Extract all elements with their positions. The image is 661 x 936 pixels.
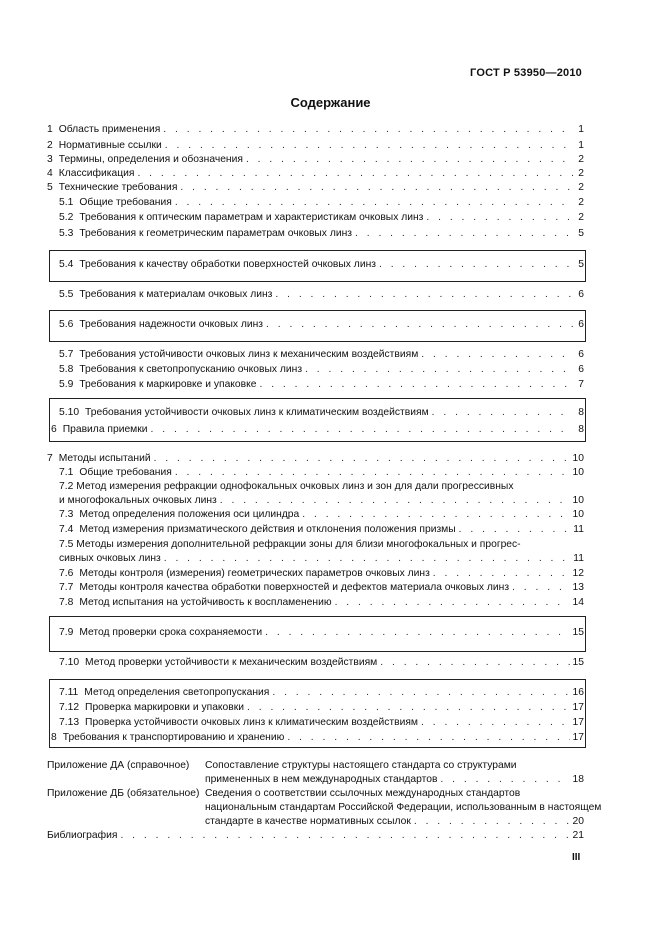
toc-entry[interactable] (59, 348, 584, 362)
toc-num: 7.5 (59, 539, 74, 550)
toc-num: 7.4 (59, 524, 74, 535)
toc-entry[interactable] (59, 508, 584, 522)
toc-page: 2 (578, 168, 584, 179)
toc-num: 7.9 (59, 627, 74, 638)
toc-page: 6 (578, 319, 584, 330)
toc-text: Требования к светопропусканию очковых линз (79, 364, 303, 375)
toc-text: Требования к материалам очковых линз (79, 289, 273, 300)
toc-num: 5.4 (59, 259, 74, 270)
toc-page: 7 (578, 379, 584, 390)
toc-page: 20 (572, 816, 584, 827)
toc-entry[interactable] (59, 686, 584, 700)
toc-entry-line (59, 480, 513, 494)
toc-num: 5.1 (59, 197, 74, 208)
toc-text: стандарте в качестве нормативных ссылок (205, 816, 411, 827)
toc-num: 2 (47, 140, 53, 151)
toc-text: Проверка маркировки и упаковки (85, 702, 244, 713)
toc-page: 2 (578, 182, 584, 193)
toc-entry[interactable] (59, 701, 584, 715)
toc-page: 8 (578, 424, 584, 435)
toc-num: 7.13 (59, 717, 80, 728)
appendix-title-line: национальным стандартам Российской Федерации, использованным в настоящем (205, 802, 602, 813)
toc-num: 7.11 (59, 687, 79, 698)
toc-text: Метод испытания на устойчивость к воспламенению (79, 597, 332, 608)
toc-entry[interactable] (47, 139, 584, 153)
toc-text: Метод проверки устойчивости к механическим воздействиям (85, 657, 378, 668)
toc-text: и многофокальных очковых линз (59, 495, 217, 506)
toc-num: 5.9 (59, 379, 74, 390)
toc-entry[interactable] (205, 773, 584, 787)
toc-page: 15 (572, 657, 584, 668)
toc-num: 5.10 (59, 407, 80, 418)
toc-num: 7.7 (59, 582, 74, 593)
toc-entry[interactable] (47, 123, 584, 137)
toc-entry[interactable] (59, 227, 584, 241)
toc-page: 21 (572, 830, 584, 841)
toc-entry[interactable] (59, 318, 584, 332)
toc-text: Область применения (58, 124, 161, 135)
toc-page: 5 (578, 259, 584, 270)
toc-entry[interactable] (59, 288, 584, 302)
toc-entry[interactable] (59, 196, 584, 210)
toc-num: 7.12 (59, 702, 80, 713)
toc-text: Метод измерения призматического действия и отклонения положения призмы (79, 524, 456, 535)
toc-page: 17 (572, 717, 584, 728)
standard-number: ГОСТ Р 53950—2010 (470, 67, 582, 79)
toc-text: сивных очковых линз (59, 553, 161, 564)
toc-entry[interactable] (59, 406, 584, 420)
toc-entry[interactable] (59, 656, 584, 670)
toc-entry[interactable] (59, 581, 584, 595)
toc-page: 6 (578, 349, 584, 360)
toc-entry[interactable] (205, 815, 584, 829)
toc-page: 1 (578, 140, 584, 151)
toc-page: 17 (572, 702, 584, 713)
toc-num: 6 (51, 424, 57, 435)
toc-text: Методы контроля качества обработки поверхностей и дефектов материала очковых линз (79, 582, 510, 593)
toc-page: 6 (578, 364, 584, 375)
toc-num: 8 (51, 732, 57, 743)
toc-entry-line (59, 538, 521, 552)
toc-entry[interactable] (59, 363, 584, 377)
toc-text: Требования к транспортированию и хранению (62, 732, 285, 743)
toc-num: 7.3 (59, 509, 74, 520)
toc-text: Требования к оптическим параметрам и характеристикам очковых линз (79, 212, 424, 223)
toc-entry[interactable] (47, 452, 584, 466)
toc-text: Метод определения светопропускания (84, 687, 270, 698)
toc-num: 5.8 (59, 364, 74, 375)
toc-entry[interactable] (47, 181, 584, 195)
toc-text: Термины, определения и обозначения (58, 154, 243, 165)
appendix-label: Приложение ДА (справочное) (47, 760, 190, 771)
toc-entry[interactable] (59, 567, 584, 581)
toc-page: 16 (572, 687, 584, 698)
toc-num: 5.2 (59, 212, 74, 223)
toc-text: Методы контроля (измерения) геометрических параметров очковых линз (79, 568, 430, 579)
toc-text: Технические требования (58, 182, 178, 193)
toc-num: 5 (47, 182, 53, 193)
toc-entry[interactable] (59, 716, 584, 730)
toc-page: 15 (572, 627, 584, 638)
toc-text: Требования устойчивости очковых линз к климатическим воздействиям (85, 407, 429, 418)
toc-page: 12 (572, 568, 584, 579)
appendix-title-line: Сведения о соответствии ссылочных международных стандартов (205, 788, 521, 799)
toc-page: 14 (572, 597, 584, 608)
toc-entry[interactable] (47, 167, 584, 181)
toc-entry[interactable] (59, 466, 584, 480)
toc-text: Требования к маркировке и упаковке (79, 379, 257, 390)
toc-text: Методы испытаний (58, 453, 151, 464)
toc-entry[interactable] (59, 596, 584, 610)
toc-entry[interactable] (59, 523, 584, 537)
toc-page: 1 (578, 124, 584, 135)
toc-num: 7.6 (59, 568, 74, 579)
toc-num: 7.2 (59, 481, 74, 492)
toc-text: Общие требования (79, 197, 172, 208)
toc-entry[interactable] (59, 378, 584, 392)
toc-page: 2 (578, 197, 584, 208)
appendix-title-line: Сопоставление структуры настоящего стандарта со структурами (205, 760, 517, 771)
toc-page: 10 (572, 453, 584, 464)
toc-page: 13 (572, 582, 584, 593)
toc-num: 7.10 (59, 657, 80, 668)
toc-entry[interactable] (59, 626, 584, 640)
toc-entry[interactable] (51, 423, 584, 437)
toc-page: 17 (572, 732, 584, 743)
toc-text: Требования к геометрическим параметрам очковых линз (79, 228, 352, 239)
toc-num: 7.8 (59, 597, 74, 608)
page-title: Содержание (290, 95, 371, 110)
toc-text: Проверка устойчивости очковых линз к климатическим воздействиям (85, 717, 419, 728)
toc-entry[interactable] (59, 211, 584, 225)
toc-entry[interactable] (59, 552, 584, 566)
toc-entry[interactable] (59, 258, 584, 272)
toc-num: 3 (47, 154, 53, 165)
toc-text: Нормативные ссылки (58, 140, 162, 151)
toc-page: 18 (572, 774, 584, 785)
toc-text: Классификация (58, 168, 135, 179)
toc-text: Правила приемки (62, 424, 148, 435)
toc-page: 5 (578, 228, 584, 239)
toc-text: Методы измерения дополнительной рефракции зоны для близи многофокальных и прогрес- (76, 539, 521, 550)
toc-page: 10 (572, 495, 584, 506)
toc-entry[interactable] (59, 494, 584, 508)
toc-text: Библиография (47, 830, 118, 841)
toc-page: 11 (573, 553, 584, 564)
toc-entry[interactable] (51, 731, 584, 745)
toc-num: 1 (47, 124, 53, 135)
toc-text: Общие требования (79, 467, 172, 478)
toc-num: 5.6 (59, 319, 74, 330)
toc-num: 7.1 (59, 467, 74, 478)
toc-page: 6 (578, 289, 584, 300)
toc-page: 10 (572, 467, 584, 478)
toc-text: примененных в нем международных стандартов (205, 774, 438, 785)
toc-page: 10 (572, 509, 584, 520)
toc-text: Требования к качеству обработки поверхностей очковых линз (79, 259, 376, 270)
toc-entry[interactable] (47, 153, 584, 167)
toc-text: Требования устойчивости очковых линз к механическим воздействиям (79, 349, 419, 360)
toc-entry[interactable] (47, 829, 584, 843)
toc-page: 2 (578, 212, 584, 223)
toc-page: 11 (573, 524, 584, 535)
toc-text: Метод определения положения оси цилиндра (79, 509, 300, 520)
toc-num: 5.3 (59, 228, 74, 239)
toc-num: 5.7 (59, 349, 74, 360)
toc-page: 8 (578, 407, 584, 418)
toc-text: Метод измерения рефракции однофокальных очковых линз и зон для дали прогрессивных (76, 481, 514, 492)
toc-num: 7 (47, 453, 53, 464)
toc-num: 5.5 (59, 289, 74, 300)
toc-page: 2 (578, 154, 584, 165)
toc-text: Требования надежности очковых линз (79, 319, 264, 330)
appendix-label: Приложение ДБ (обязательное) (47, 788, 200, 799)
toc-text: Метод проверки срока сохраняемости (79, 627, 263, 638)
toc-num: 4 (47, 168, 53, 179)
page-number: III (572, 852, 581, 863)
